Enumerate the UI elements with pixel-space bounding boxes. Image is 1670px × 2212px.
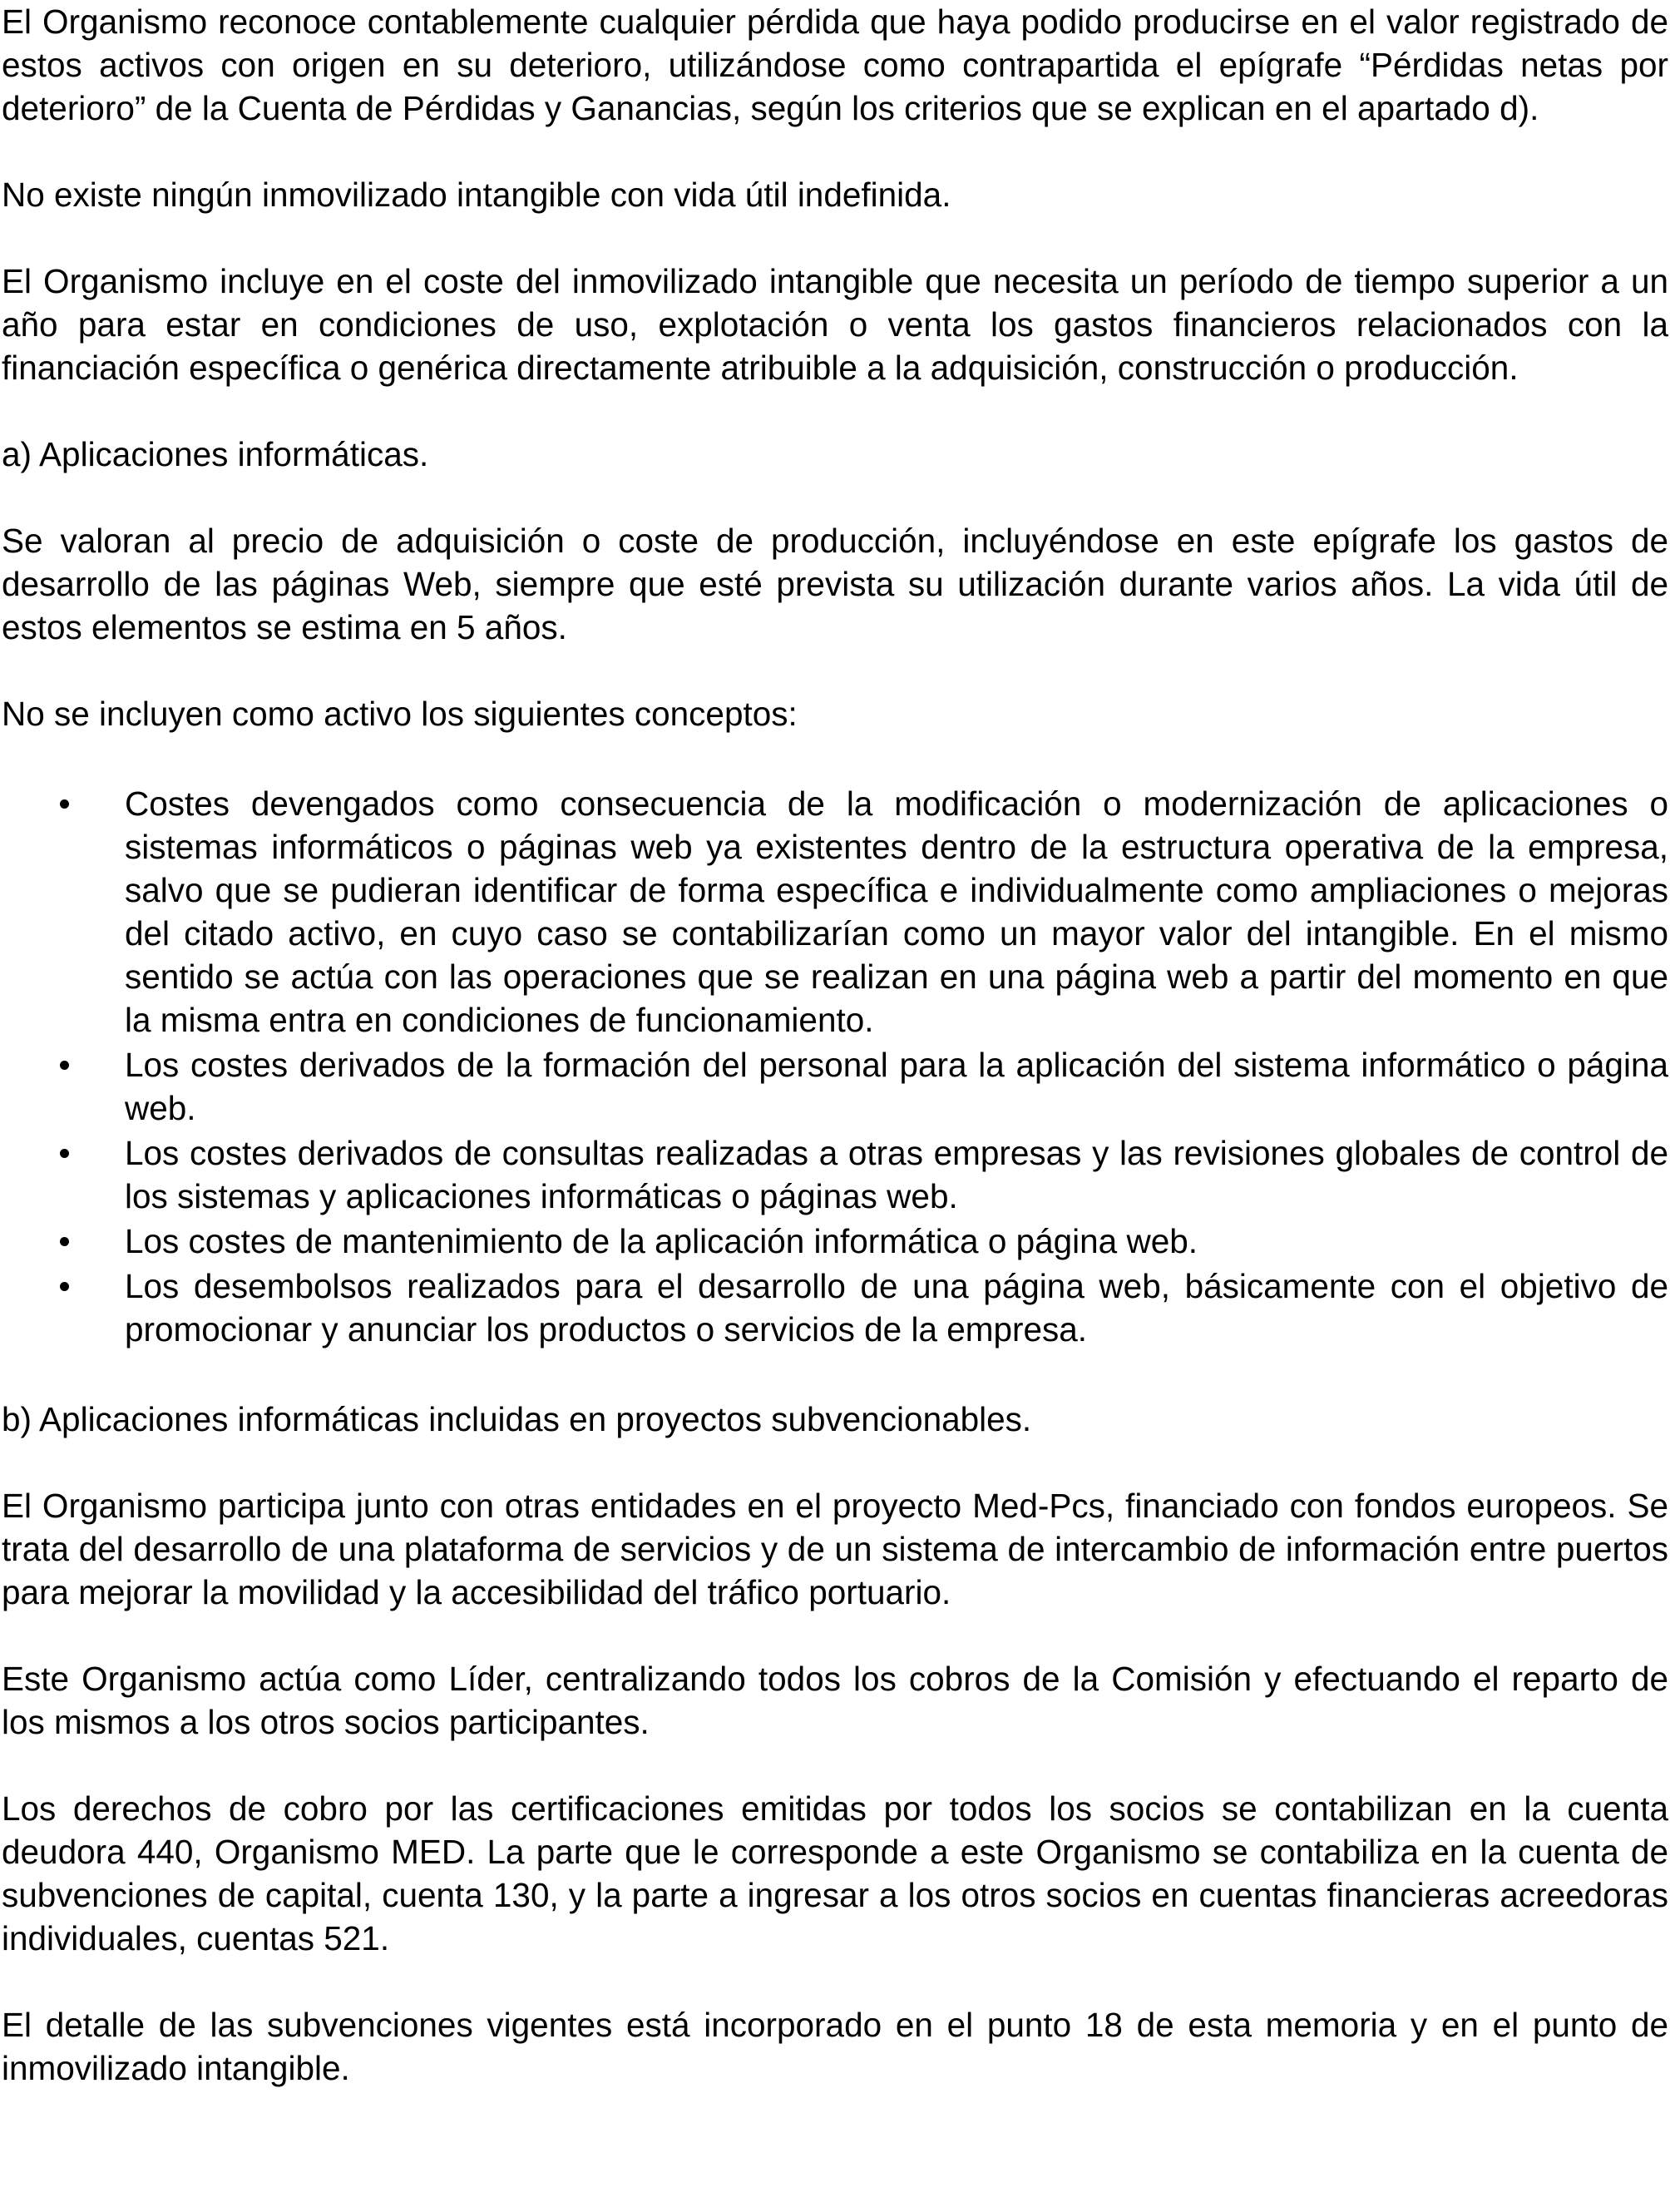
list-item-text: Los costes derivados de consultas realizadas a otras empresas y las revisiones globales de control de los sistemas y aplicaciones informáticas o páginas web.	[125, 1134, 1668, 1215]
paragraph-indefinite-life: No existe ningún inmovilizado intangible con vida útil indefinida.	[2, 176, 951, 214]
list-item-text: Costes devengados como consecuencia de la modificación o modernización de aplicaciones o sistemas informáticos o páginas web ya existentes dentro de la estructura operativa de la empresa, salvo que se pudieran identificar de forma específica e individualmente como ampliaciones o mejoras del citado activo, en cuyo caso se contabilizarían como un mayor valor del intangible. En el mismo sentido se actúa con las operaciones que se realizan en una página web a partir del momento en que la misma entra en condiciones de funcionamiento.	[125, 784, 1668, 1039]
paragraph-impairment: El Organismo reconoce contablemente cualquier pérdida que haya podido producirse en el valor registrado de estos activos con origen en su deterioro, utilizándose como contrapartida el epígrafe “Pérdidas netas por deterioro” de la Cuenta de Pérdidas y Ganancias, según los criterios que se explican en el apartado d).	[2, 2, 1668, 127]
list-item	[2, 1043, 1668, 1130]
bullet-icon	[60, 1043, 85, 1086]
bullet-icon	[60, 1264, 85, 1308]
list-item-text: Los costes de mantenimiento de la aplicación informática o página web.	[125, 1222, 1198, 1260]
list-item	[2, 782, 1668, 1042]
list-item-text: Los costes derivados de la formación del personal para la aplicación del sistema informático o página web.	[125, 1046, 1668, 1127]
paragraph-med-pcs-project: El Organismo participa junto con otras entidades en el proyecto Med-Pcs, financiado con fondos europeos. Se trata del desarrollo de una plataforma de servicios y de un sistema de intercambio de información entre puertos para mejorar la movilidad y la accesibilidad del tráfico portuario.	[2, 1487, 1668, 1611]
list-item	[2, 1220, 1668, 1263]
list-item	[2, 1131, 1668, 1218]
bullet-icon	[60, 782, 85, 825]
section-heading-a: a) Aplicaciones informáticas.	[2, 435, 429, 473]
list-item	[2, 1264, 1668, 1351]
bullet-icon	[60, 1220, 85, 1263]
paragraph-leader-role: Este Organismo actúa como Líder, centralizando todos los cobros de la Comisión y efectuando el reparto de los mismos a los otros socios participantes.	[2, 1660, 1668, 1741]
exclusions-list	[2, 782, 1668, 1351]
paragraph-accounting-entries: Los derechos de cobro por las certificaciones emitidas por todos los socios se contabilizan en la cuenta deudora 440, Organismo MED. La parte que le corresponde a este Organismo se contabiliza en la cuenta de subvenciones de capital, cuenta 130, y la parte a ingresar a los otros socios en cuentas financieras acreedoras individuales, cuentas 521.	[2, 1789, 1668, 1957]
paragraph-exclusions-intro: No se incluyen como activo los siguientes conceptos:	[2, 695, 798, 733]
paragraph-subsidies-detail: El detalle de las subvenciones vigentes está incorporado en el punto 18 de esta memoria y en el punto de inmovilizado intangible.	[2, 2006, 1668, 2087]
paragraph-financial-costs: El Organismo incluye en el coste del inmovilizado intangible que necesita un período de tiempo superior a un año para estar en condiciones de uso, explotación o venta los gastos financieros relacionados con la financiación específica o genérica directamente atribuible a la adquisición, construcción o producción.	[2, 262, 1668, 387]
paragraph-valuation: Se valoran al precio de adquisición o coste de producción, incluyéndose en este epígrafe los gastos de desarrollo de las páginas Web, siempre que esté prevista su utilización durante varios años. La vida útil de estos elementos se estima en 5 años.	[2, 522, 1668, 646]
section-heading-b: b) Aplicaciones informáticas incluidas en proyectos subvencionables.	[2, 1400, 1032, 1438]
list-item-text: Los desembolsos realizados para el desarrollo de una página web, básicamente con el objetivo de promocionar y anunciar los productos o servicios de la empresa.	[125, 1267, 1668, 1348]
bullet-icon	[60, 1131, 85, 1175]
